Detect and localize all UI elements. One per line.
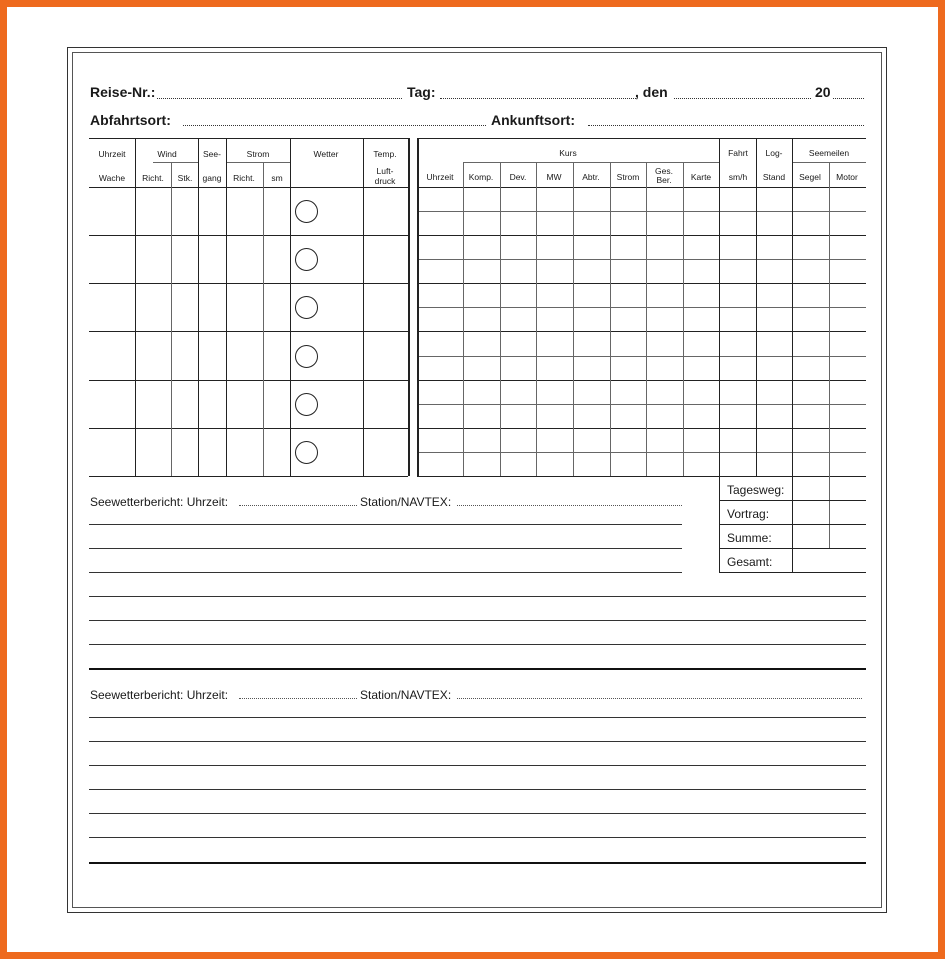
report2-line[interactable] (89, 741, 866, 742)
col-dev: Dev. (509, 172, 527, 182)
report1-bericht-label: Seewetterbericht: Uhrzeit: (90, 495, 229, 509)
col-wind-richt: Richt. (142, 173, 164, 183)
weather-circle[interactable] (295, 441, 318, 464)
reise-nr-field[interactable] (157, 98, 402, 99)
date-field[interactable] (674, 98, 811, 99)
col-karte: Karte (690, 172, 712, 182)
col-segel: Segel (799, 172, 821, 182)
report2-line[interactable] (89, 813, 866, 814)
report1-uhrzeit-field[interactable] (239, 505, 357, 506)
col-log: Log- (765, 148, 783, 158)
weather-circle[interactable] (295, 200, 318, 223)
report2-uhrzeit-field[interactable] (239, 698, 357, 699)
weather-circle[interactable] (295, 345, 318, 368)
col-strom-sm: sm (271, 173, 283, 183)
logbook-sheet (7, 7, 938, 952)
summe-label: Summe: (727, 531, 772, 545)
col-abtr: Abtr. (582, 172, 600, 182)
weather-circle[interactable] (295, 248, 318, 271)
col-strom: Strom (246, 149, 270, 159)
weather-circle[interactable] (295, 393, 318, 416)
ankunftsort-label: Ankunftsort: (491, 112, 575, 128)
col-see: See- (203, 149, 221, 159)
col-stand: Stand (762, 172, 786, 182)
col-seemeilen: Seemeilen (808, 148, 850, 158)
col-mw: MW (546, 172, 562, 182)
report2-line[interactable] (89, 837, 866, 838)
col-uhrzeit: Uhrzeit (98, 149, 126, 159)
report1-station-field[interactable] (457, 505, 682, 506)
year-prefix: 20 (815, 84, 831, 100)
col-wache: Wache (98, 173, 126, 183)
abfahrtsort-label: Abfahrtsort: (90, 112, 171, 128)
col-uhrzeit-r: Uhrzeit (426, 172, 454, 182)
weather-circle[interactable] (295, 296, 318, 319)
col-fahrt: Fahrt (728, 148, 748, 158)
col-wind-stk: Stk. (177, 173, 193, 183)
abfahrtsort-field[interactable] (183, 125, 486, 126)
col-wetter: Wetter (313, 149, 339, 159)
vortrag-label: Vortrag: (727, 507, 770, 521)
col-temp: Temp. (373, 149, 397, 159)
gesamt-label: Gesamt: (727, 555, 773, 569)
report1-line[interactable] (89, 548, 682, 549)
ankunftsort-field[interactable] (588, 125, 864, 126)
den-label: , den (635, 84, 668, 100)
col-strom-richt: Richt. (233, 173, 255, 183)
report2-line[interactable] (89, 862, 866, 864)
report1-station-label: Station/NAVTEX: (360, 495, 452, 509)
col-wind: Wind (157, 149, 177, 159)
tag-label: Tag: (407, 84, 436, 100)
report1-line[interactable] (89, 596, 866, 597)
col-smh: sm/h (728, 172, 748, 182)
tag-field[interactable] (440, 98, 636, 99)
col-gang: gang (202, 173, 222, 183)
report2-line[interactable] (89, 717, 866, 718)
tagesweg-label: Tagesweg: (727, 483, 785, 497)
col-strom-r: Strom (616, 172, 640, 182)
col-luft: Luft- (376, 166, 394, 176)
report2-line[interactable] (89, 765, 866, 766)
report1-line[interactable] (89, 668, 866, 670)
col-ges: Ges. (655, 166, 673, 176)
col-druck: druck (374, 176, 396, 186)
report1-line[interactable] (89, 644, 866, 645)
year-field[interactable] (833, 98, 864, 99)
report2-station-label: Station/NAVTEX: (360, 688, 452, 702)
report1-line[interactable] (89, 524, 682, 525)
report2-station-field[interactable] (457, 698, 862, 699)
reise-nr-label: Reise-Nr.: (90, 84, 156, 100)
col-motor: Motor (836, 172, 858, 182)
report1-line[interactable] (89, 620, 866, 621)
report1-line[interactable] (89, 572, 682, 573)
report2-line[interactable] (89, 789, 866, 790)
col-kurs: Kurs (559, 148, 577, 158)
report2-bericht-label: Seewetterbericht: Uhrzeit: (90, 688, 229, 702)
col-komp: Komp. (468, 172, 494, 182)
col-ber: Ber. (656, 175, 672, 185)
